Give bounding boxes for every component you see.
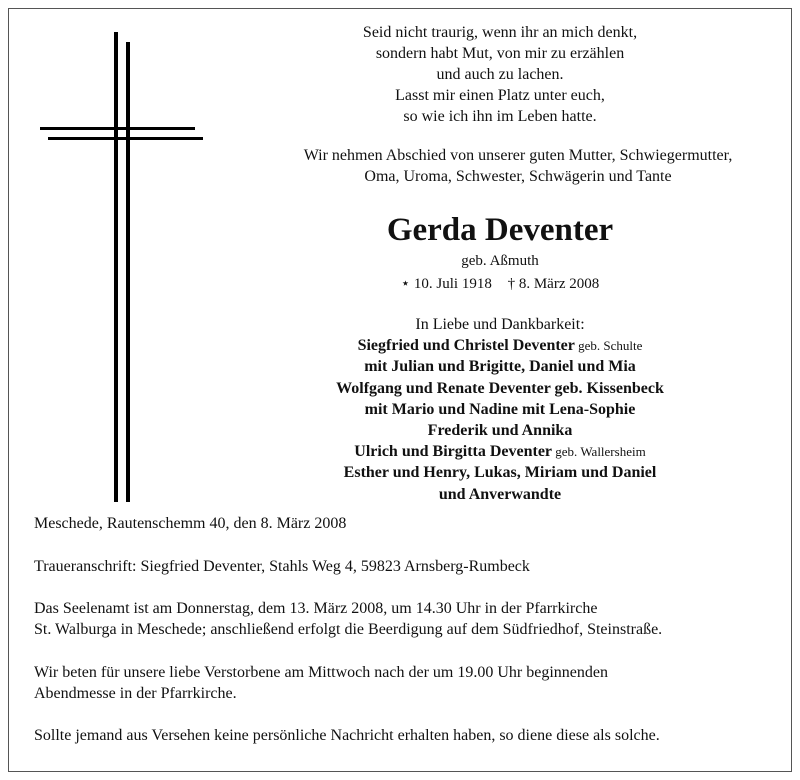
mourner-line: Ulrich und Birgitta Deventer geb. Wallersheim	[354, 443, 646, 461]
birth-date: ⋆ 10. Juli 1918	[400, 276, 492, 292]
mourner-line: Wolfgang und Renate Deventer geb. Kissenbeck	[336, 379, 664, 397]
mourners-list	[220, 314, 780, 505]
mourner-line: Siegfried und Christel Deventer geb. Schulte	[357, 337, 643, 355]
poem-line: Lasst mir einen Platz unter euch,	[395, 87, 605, 104]
place-date: Meschede, Rautenschemm 40, den 8. März 2008	[34, 515, 347, 532]
intro-line: Wir nehmen Abschied von unserer guten Mutter, Schwiegermutter,	[303, 147, 733, 164]
mourner-line: Esther und Henry, Lukas, Miriam und Daniel	[343, 464, 657, 482]
intro-line: Oma, Uroma, Schwester, Schwägerin und Tante	[364, 168, 672, 185]
mourner-line: Frederik und Annika	[427, 422, 573, 440]
mourning-address: Traueranschrift: Siegfried Deventer, Stahls Weg 4, 59823 Arnsberg-Rumbeck	[34, 557, 530, 575]
poem-line: Seid nicht traurig, wenn ihr an mich denkt,	[362, 24, 638, 41]
deceased-name: Gerda Deventer	[386, 212, 614, 248]
prayer-line: Wir beten für unsere liebe Verstorbene am Mittwoch nach der um 19.00 Uhr beginnenden	[34, 663, 608, 681]
farewell-intro	[258, 145, 778, 187]
life-dates	[300, 274, 700, 294]
death-date: † 8. März 2008	[507, 276, 600, 292]
notice-details	[34, 513, 774, 746]
service-line: Das Seelenamt ist am Donnerstag, dem 13. März 2008, um 14.30 Uhr in der Pfarrkirche	[34, 600, 598, 617]
poem-line: so wie ich ihn im Leben hatte.	[403, 108, 597, 125]
mourner-line: und Anverwandte	[438, 485, 562, 503]
poem	[300, 22, 700, 127]
poem-line: sondern habt Mut, von mir zu erzählen	[375, 45, 625, 62]
birth-name: geb. Aßmuth	[461, 253, 539, 269]
service-line: St. Walburga in Meschede; anschließend erfolgt die Beerdigung auf dem Südfriedhof, Steinstraße.	[34, 621, 663, 638]
prayer-line: Abendmesse in der Pfarrkirche.	[34, 684, 237, 702]
mourner-line: mit Julian und Brigitte, Daniel und Mia	[364, 358, 636, 376]
mourner-line: mit Mario und Nadine mit Lena-Sophie	[364, 400, 636, 418]
notice-line: Sollte jemand aus Versehen keine persönliche Nachricht erhalten haben, so diene diese als solche.	[34, 727, 660, 744]
poem-line: und auch zu lachen.	[436, 66, 564, 83]
mourners-heading: In Liebe und Dankbarkeit:	[415, 316, 585, 333]
